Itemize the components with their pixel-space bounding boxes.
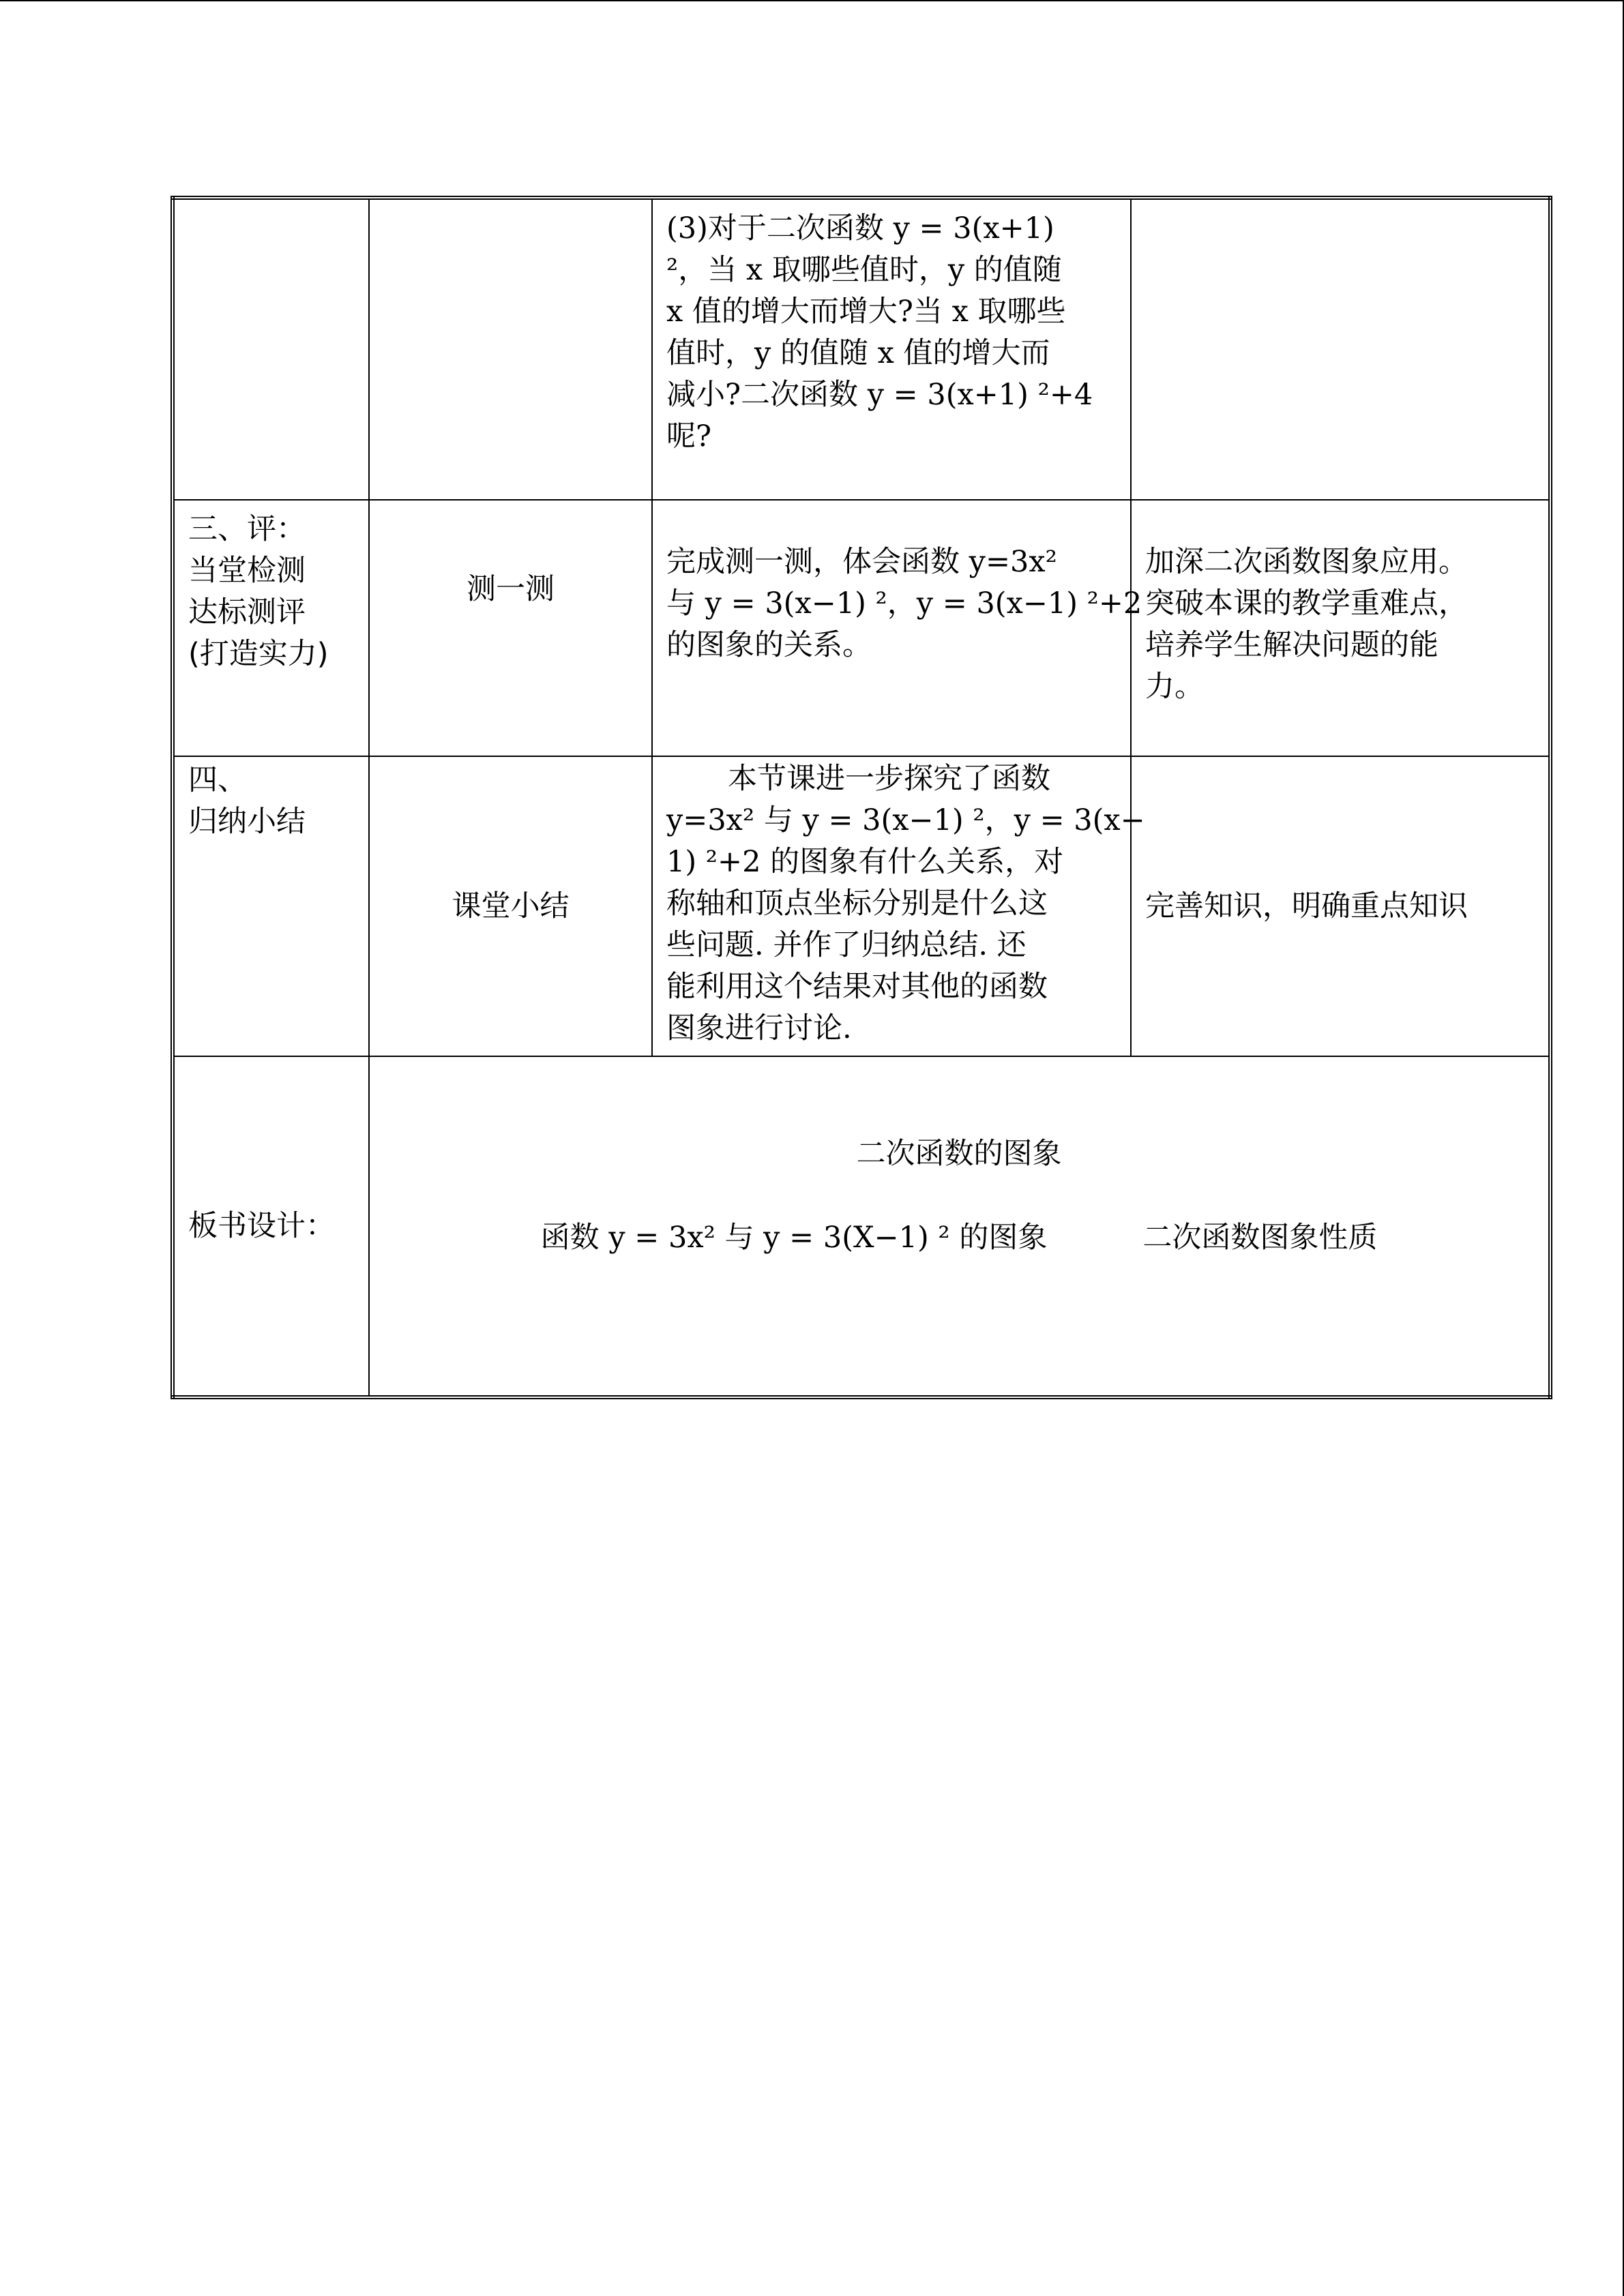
board-title: 二次函数的图象 <box>856 1137 1062 1171</box>
intent-line: 突破本课的教学重难点， <box>1145 586 1468 621</box>
stage-line: 归纳小结 <box>188 805 306 839</box>
content-line: x 值的增大而增大?当 x 取哪些 <box>666 295 1066 329</box>
content-line: 完成测一测，体会函数 y=3x² <box>666 545 1057 579</box>
stage-line: 三、评： <box>188 512 306 546</box>
content-line: 减小?二次函数 y = 3(x+1) ²+4 <box>666 378 1093 412</box>
stage-line: 当堂检测 <box>188 554 306 588</box>
board-items <box>370 1217 1548 1259</box>
table-row <box>173 756 1550 1056</box>
table-row <box>173 198 1550 500</box>
activity-label: 测一测 <box>467 572 555 606</box>
content-line: 呢? <box>666 419 712 453</box>
activity-label: 课堂小结 <box>452 889 570 923</box>
content-line: 图象进行讨论. <box>666 1011 852 1045</box>
stage-line: (打造实力) <box>188 637 329 671</box>
content-line: 值时，y 的值随 x 值的增大而 <box>666 336 1050 370</box>
intent-cell <box>1131 756 1550 1056</box>
intent-line: 力。 <box>1145 670 1204 704</box>
board-content-cell <box>369 1056 1550 1397</box>
intent-cell <box>1131 198 1550 500</box>
stage-line: 达标测评 <box>188 595 306 629</box>
content-line: 能利用这个结果对其他的函数 <box>666 970 1048 1004</box>
content-line: y=3x² 与 y = 3(x−1) ²，y = 3(x− <box>666 803 1145 837</box>
intent-line: 完善知识，明确重点知识 <box>1145 889 1468 923</box>
content-line: 1) ²+2 的图象有什么关系，对 <box>666 845 1064 879</box>
table-row <box>173 500 1550 756</box>
stage-cell <box>173 756 369 1056</box>
content-line: 些问题. 并作了归纳总结. 还 <box>666 928 1027 962</box>
intent-line: 加深二次函数图象应用。 <box>1145 545 1468 579</box>
board-left-item: 函数 y = 3x² 与 y = 3(X−1) ² 的图象 <box>540 1221 1048 1255</box>
stage-line: 四、 <box>188 763 247 797</box>
lesson-plan-table <box>171 196 1552 1399</box>
board-label-cell <box>173 1056 369 1397</box>
content-line: 与 y = 3(x−1) ²，y = 3(x−1) ²+2 <box>666 586 1142 621</box>
content-line: 的图象的关系。 <box>666 628 872 662</box>
board-label: 板书设计： <box>188 1208 335 1243</box>
activity-cell <box>369 500 652 756</box>
stage-cell <box>173 198 369 500</box>
stage-cell <box>173 500 369 756</box>
intent-cell <box>1131 500 1550 756</box>
content-cell <box>652 500 1142 756</box>
page-top-rule <box>0 0 1624 1</box>
activity-cell <box>369 756 652 1056</box>
content-line: ²，当 x 取哪些值时，y 的值随 <box>666 253 1062 287</box>
content-line: (3)对于二次函数 y = 3(x+1) <box>666 211 1054 245</box>
content-cell <box>652 756 1145 1056</box>
board-right-item: 二次函数图象性质 <box>1142 1221 1378 1255</box>
activity-cell <box>369 198 652 500</box>
content-line: 本节课进一步探究了函数 <box>728 762 1050 796</box>
content-line: 称轴和顶点坐标分别是什么这 <box>666 886 1048 921</box>
intent-line: 培养学生解决问题的能 <box>1145 628 1438 662</box>
content-cell <box>652 198 1131 500</box>
board-row <box>173 1056 1550 1397</box>
